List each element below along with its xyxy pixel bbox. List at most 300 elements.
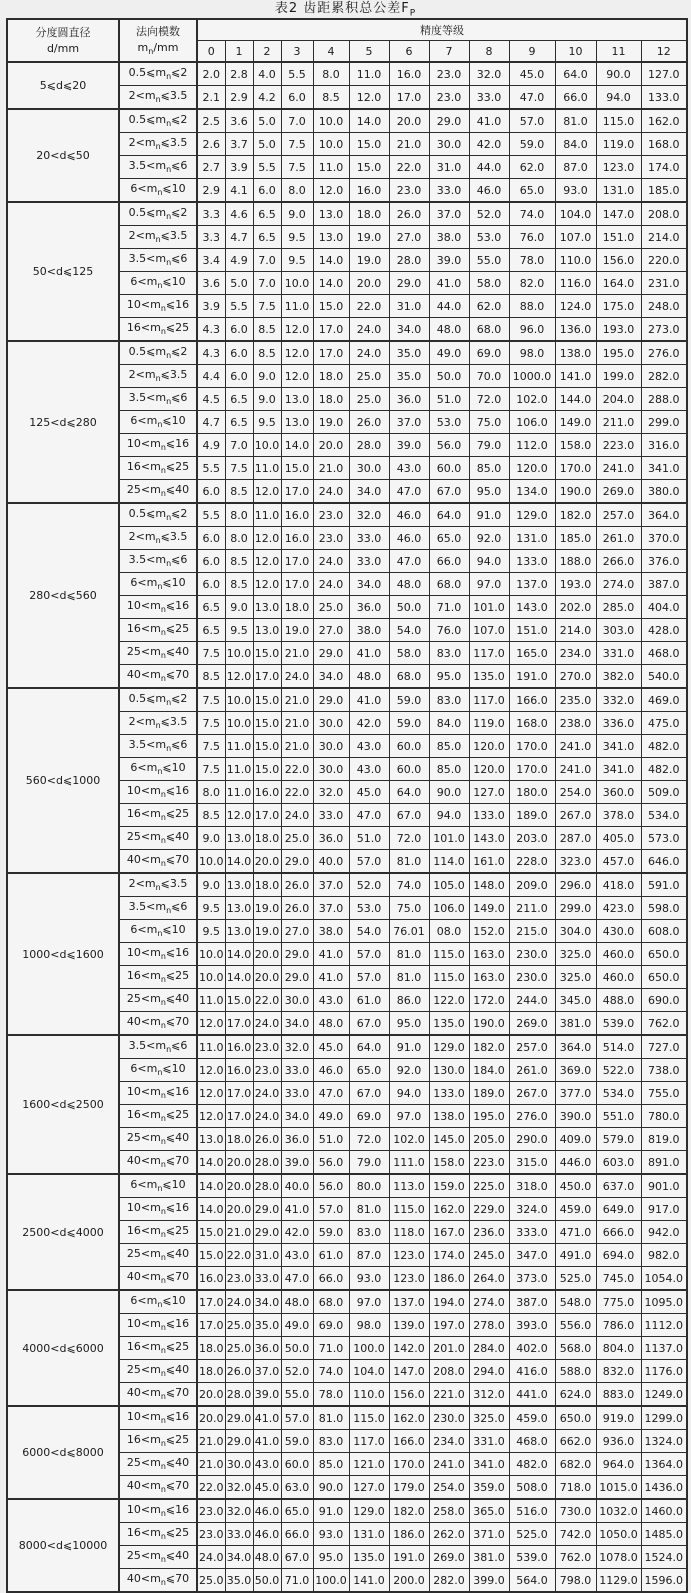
value-cell: 147.0 — [389, 1360, 429, 1383]
value-cell: 46.0 — [253, 1523, 281, 1546]
value-cell: 1137.0 — [641, 1337, 687, 1360]
module-range-subscript: n — [160, 1021, 166, 1031]
value-cell: 69.0 — [313, 1314, 349, 1337]
module-range-cell — [119, 804, 197, 827]
value-cell: 57.0 — [281, 1406, 313, 1430]
value-cell: 205.0 — [469, 1128, 509, 1151]
table-row — [7, 1499, 687, 1523]
table-row — [7, 1290, 687, 1314]
value-cell: 245.0 — [469, 1244, 509, 1267]
value-cell: 588.0 — [555, 1360, 596, 1383]
value-cell: 191.0 — [389, 1546, 429, 1569]
value-cell: 123.0 — [389, 1267, 429, 1291]
value-cell: 186.0 — [389, 1523, 429, 1546]
diameter-range-cell: 50<d⩽125 — [7, 202, 119, 341]
diameter-range-cell: 560<d⩽1000 — [7, 688, 119, 873]
value-cell: 34.0 — [281, 1012, 313, 1036]
value-cell: 10.0 — [225, 642, 253, 665]
module-range-pre: 2<m — [128, 229, 156, 243]
value-cell: 8.5 — [225, 480, 253, 504]
value-cell: 42.0 — [349, 712, 389, 735]
value-cell: 25.0 — [281, 827, 313, 850]
value-cell: 133.0 — [469, 804, 509, 827]
value-cell: 40.0 — [281, 1174, 313, 1198]
value-cell: 110.0 — [555, 249, 596, 272]
module-range-cell — [119, 665, 197, 689]
value-cell: 107.0 — [555, 226, 596, 249]
value-cell: 284.0 — [469, 1337, 509, 1360]
module-range-pre: 40<m — [126, 1154, 161, 1168]
value-cell: 79.0 — [469, 434, 509, 457]
value-cell: 38.0 — [429, 226, 469, 249]
value-cell: 36.0 — [313, 827, 349, 850]
value-cell: 46.0 — [313, 1059, 349, 1082]
value-cell: 102.0 — [509, 388, 555, 411]
value-cell: 32.0 — [469, 62, 509, 86]
module-range-pre: 3.5<m — [128, 252, 167, 266]
value-cell: 55.0 — [469, 249, 509, 272]
value-cell: 402.0 — [509, 1337, 555, 1360]
value-cell: 18.0 — [197, 1360, 225, 1383]
value-cell: 316.0 — [641, 434, 687, 457]
module-range-pre: 3.5<m — [128, 159, 167, 173]
value-cell: 204.0 — [596, 388, 641, 411]
module-range-subscript: n — [160, 605, 166, 615]
value-cell: 29.0 — [225, 1406, 253, 1430]
value-cell: 745.0 — [596, 1267, 641, 1291]
value-cell: 175.0 — [596, 295, 641, 318]
value-cell: 221.0 — [429, 1383, 469, 1407]
value-cell: 17.0 — [225, 1105, 253, 1128]
module-range-pre: 6<m — [130, 576, 158, 590]
value-cell: 19.0 — [281, 619, 313, 642]
module-range-pre: 40<m — [126, 1386, 161, 1400]
value-cell: 79.0 — [349, 1151, 389, 1175]
value-cell: 261.0 — [509, 1059, 555, 1082]
module-range-subscript: n — [160, 466, 166, 476]
module-range-subscript: n — [157, 582, 163, 592]
value-cell: 165.0 — [509, 642, 555, 665]
value-cell: 10.0 — [313, 133, 349, 156]
value-cell: 9.0 — [197, 873, 225, 897]
grade-col-header: 8 — [469, 41, 509, 63]
value-cell: 225.0 — [469, 1174, 509, 1198]
value-cell: 428.0 — [641, 619, 687, 642]
value-cell: 7.0 — [225, 434, 253, 457]
module-range-subscript: n — [160, 1114, 166, 1124]
module-range-subscript: n — [157, 1184, 163, 1194]
value-cell: 131.0 — [509, 527, 555, 550]
module-range-post: ⩽25 — [165, 807, 190, 821]
value-cell: 755.0 — [641, 1082, 687, 1105]
value-cell: 33.0 — [349, 527, 389, 550]
value-cell: 12.0 — [253, 573, 281, 596]
module-range-post: ⩽40 — [165, 645, 190, 659]
value-cell: 381.0 — [469, 1546, 509, 1569]
module-range-cell — [119, 1198, 197, 1221]
module-range-cell — [119, 781, 197, 804]
value-cell: 101.0 — [469, 596, 509, 619]
value-cell: 4.3 — [197, 318, 225, 342]
value-cell: 144.0 — [555, 388, 596, 411]
value-cell: 76.01 — [389, 920, 429, 943]
value-cell: 141.0 — [349, 1569, 389, 1593]
module-range-subscript: n — [160, 1207, 166, 1217]
module-range-pre: 6<m — [130, 1294, 158, 1308]
value-cell: 59.0 — [389, 688, 429, 712]
module-range-pre: 6<m — [130, 275, 158, 289]
value-cell: 17.0 — [253, 665, 281, 689]
value-cell: 369.0 — [555, 1059, 596, 1082]
value-cell: 17.0 — [225, 1082, 253, 1105]
value-cell: 30.0 — [281, 989, 313, 1012]
value-cell: 122.0 — [429, 989, 469, 1012]
value-cell: 71.0 — [429, 596, 469, 619]
value-cell: 29.0 — [253, 1221, 281, 1244]
value-cell: 13.0 — [253, 619, 281, 642]
value-cell: 29.0 — [281, 966, 313, 989]
value-cell: 168.0 — [509, 712, 555, 735]
value-cell: 23.0 — [429, 62, 469, 86]
module-range-pre: 10<m — [126, 298, 161, 312]
value-cell: 214.0 — [641, 226, 687, 249]
grade-col-header: 10 — [555, 41, 596, 63]
value-cell: 40.0 — [313, 850, 349, 874]
value-cell: 603.0 — [596, 1151, 641, 1175]
value-cell: 39.0 — [389, 434, 429, 457]
module-range-pre: 0.5⩽m — [128, 345, 167, 359]
value-cell: 20.0 — [225, 1174, 253, 1198]
module-range-subscript: n — [155, 374, 161, 384]
value-cell: 539.0 — [509, 1546, 555, 1569]
value-cell: 52.0 — [469, 202, 509, 226]
value-cell: 270.0 — [555, 665, 596, 689]
module-range-cell — [119, 503, 197, 527]
value-cell: 469.0 — [641, 688, 687, 712]
module-range-pre: 10<m — [126, 1201, 161, 1215]
value-cell: 11.0 — [197, 989, 225, 1012]
module-range-cell — [119, 873, 197, 897]
value-cell: 124.0 — [555, 295, 596, 318]
value-cell: 200.0 — [389, 1569, 429, 1593]
value-cell: 17.0 — [197, 1290, 225, 1314]
value-cell: 1112.0 — [641, 1314, 687, 1337]
value-cell: 333.0 — [509, 1221, 555, 1244]
value-cell: 29.0 — [281, 850, 313, 874]
module-range-cell — [119, 989, 197, 1012]
value-cell: 564.0 — [509, 1569, 555, 1593]
value-cell: 234.0 — [555, 642, 596, 665]
value-cell: 17.0 — [313, 318, 349, 342]
value-cell: 278.0 — [469, 1314, 509, 1337]
value-cell: 9.0 — [225, 596, 253, 619]
value-cell: 8.5 — [313, 86, 349, 110]
value-cell: 18.0 — [225, 1128, 253, 1151]
value-cell: 84.0 — [429, 712, 469, 735]
module-range-pre: 0.5⩽m — [128, 507, 167, 521]
value-cell: 14.0 — [313, 272, 349, 295]
module-range-subscript: n — [157, 281, 163, 291]
value-cell: 475.0 — [641, 712, 687, 735]
value-cell: 261.0 — [596, 527, 641, 550]
module-range-subscript: n — [155, 883, 161, 893]
value-cell: 31.0 — [429, 156, 469, 179]
value-cell: 387.0 — [641, 573, 687, 596]
value-cell: 25.0 — [349, 365, 389, 388]
value-cell: 24.0 — [313, 550, 349, 573]
value-cell: 133.0 — [641, 86, 687, 110]
module-range-subscript: n — [160, 1160, 166, 1170]
value-cell: 8.5 — [197, 804, 225, 827]
value-cell: 2.8 — [225, 62, 253, 86]
module-range-subscript: n — [166, 397, 172, 407]
value-cell: 2.1 — [197, 86, 225, 110]
module-range-cell — [119, 827, 197, 850]
value-cell: 393.0 — [509, 1314, 555, 1337]
value-cell: 7.5 — [253, 295, 281, 318]
value-cell: 416.0 — [509, 1360, 555, 1383]
value-cell: 551.0 — [596, 1105, 641, 1128]
value-cell: 66.0 — [555, 86, 596, 110]
module-range-cell — [119, 272, 197, 295]
value-cell: 446.0 — [555, 1151, 596, 1175]
value-cell: 399.0 — [469, 1569, 509, 1593]
grade-col-header: 0 — [197, 41, 225, 63]
value-cell: 405.0 — [596, 827, 641, 850]
module-range-pre: 16<m — [126, 969, 161, 983]
value-cell: 163.0 — [469, 943, 509, 966]
grade-col-header: 4 — [313, 41, 349, 63]
value-cell: 1078.0 — [596, 1546, 641, 1569]
module-range-post: ⩽6 — [171, 252, 188, 266]
value-cell: 230.0 — [429, 1406, 469, 1430]
value-cell: 14.0 — [313, 249, 349, 272]
module-range-cell — [119, 156, 197, 179]
value-cell: 100.0 — [349, 1337, 389, 1360]
value-cell: 190.0 — [469, 1012, 509, 1036]
value-cell: 347.0 — [509, 1244, 555, 1267]
value-cell: 365.0 — [469, 1499, 509, 1523]
value-cell: 7.5 — [281, 133, 313, 156]
value-cell: 468.0 — [509, 1430, 555, 1453]
value-cell: 276.0 — [641, 341, 687, 365]
value-cell: 97.0 — [469, 573, 509, 596]
value-cell: 60.0 — [389, 735, 429, 758]
value-cell: 13.0 — [281, 388, 313, 411]
value-cell: 94.0 — [469, 550, 509, 573]
module-range-pre: 16<m — [126, 1108, 161, 1122]
module-range-post: ⩽6 — [171, 738, 188, 752]
value-cell: 121.0 — [349, 1453, 389, 1476]
value-cell: 9.5 — [197, 920, 225, 943]
value-cell: 211.0 — [509, 897, 555, 920]
value-cell: 8.5 — [197, 665, 225, 689]
value-cell: 48.0 — [253, 1546, 281, 1569]
value-cell: 568.0 — [555, 1337, 596, 1360]
value-cell: 65.0 — [509, 179, 555, 203]
value-cell: 56.0 — [313, 1174, 349, 1198]
value-cell: 650.0 — [555, 1406, 596, 1430]
value-cell: 36.0 — [349, 596, 389, 619]
value-cell: 75.0 — [469, 411, 509, 434]
module-range-cell — [119, 920, 197, 943]
module-range-post: ⩽70 — [165, 853, 190, 867]
value-cell: 20.0 — [253, 943, 281, 966]
value-cell: 24.0 — [349, 341, 389, 365]
value-cell: 34.0 — [253, 1290, 281, 1314]
value-cell: 55.0 — [281, 1383, 313, 1407]
module-range-subscript: n — [160, 1369, 166, 1379]
value-cell: 45.0 — [253, 1476, 281, 1500]
value-cell: 598.0 — [641, 897, 687, 920]
value-cell: 254.0 — [555, 781, 596, 804]
value-cell: 20.0 — [349, 272, 389, 295]
module-range-post: ⩽3.5 — [160, 877, 188, 891]
value-cell: 115.0 — [349, 1406, 389, 1430]
module-range-cell — [119, 850, 197, 874]
value-cell: 11.0 — [225, 758, 253, 781]
module-range-pre: 3.5<m — [128, 391, 167, 405]
value-cell: 15.0 — [253, 735, 281, 758]
value-cell: 41.0 — [253, 1406, 281, 1430]
value-cell: 41.0 — [313, 966, 349, 989]
value-cell: 26.0 — [389, 202, 429, 226]
value-cell: 63.0 — [281, 1476, 313, 1500]
value-cell: 267.0 — [555, 804, 596, 827]
module-range-cell — [119, 943, 197, 966]
diameter-range-cell: 280<d⩽560 — [7, 503, 119, 688]
value-cell: 30.0 — [225, 1453, 253, 1476]
module-range-subscript: n — [160, 975, 166, 985]
module-range-pre: 10<m — [126, 1503, 161, 1517]
value-cell: 69.0 — [349, 1105, 389, 1128]
value-cell: 64.0 — [429, 503, 469, 527]
value-cell: 51.0 — [429, 388, 469, 411]
value-cell: 241.0 — [555, 758, 596, 781]
value-cell: 85.0 — [429, 735, 469, 758]
value-cell: 20.0 — [197, 1406, 225, 1430]
value-cell: 24.0 — [313, 573, 349, 596]
value-cell: 65.0 — [349, 1059, 389, 1082]
value-cell: 143.0 — [509, 596, 555, 619]
value-cell: 21.0 — [389, 133, 429, 156]
value-cell: 11.0 — [313, 156, 349, 179]
module-range-subscript: n — [157, 929, 163, 939]
value-cell: 118.0 — [389, 1221, 429, 1244]
value-cell: 112.0 — [509, 434, 555, 457]
value-cell: 23.0 — [197, 1499, 225, 1523]
value-cell: 234.0 — [429, 1430, 469, 1453]
value-cell: 7.0 — [253, 249, 281, 272]
value-cell: 14.0 — [197, 1174, 225, 1198]
module-range-post: ⩽6 — [171, 553, 188, 567]
value-cell: 32.0 — [225, 1499, 253, 1523]
module-range-cell — [119, 457, 197, 480]
module-range-cell — [119, 341, 197, 365]
value-cell: 20.0 — [389, 109, 429, 133]
value-cell: 142.0 — [389, 1337, 429, 1360]
value-cell: 4.0 — [253, 62, 281, 86]
module-range-post: ⩽25 — [165, 1340, 190, 1354]
value-cell: 525.0 — [555, 1267, 596, 1291]
value-cell: 3.7 — [225, 133, 253, 156]
value-cell: 94.0 — [389, 1082, 429, 1105]
value-cell: 325.0 — [555, 943, 596, 966]
value-cell: 20.0 — [225, 1151, 253, 1175]
value-cell: 130.0 — [429, 1059, 469, 1082]
module-range-post: ⩽10 — [162, 275, 186, 289]
value-cell: 4.6 — [225, 202, 253, 226]
value-cell: 376.0 — [641, 550, 687, 573]
table-row — [7, 1174, 687, 1198]
value-cell: 8.5 — [225, 573, 253, 596]
value-cell: 6.5 — [197, 619, 225, 642]
value-cell: 214.0 — [555, 619, 596, 642]
value-cell: 98.0 — [509, 341, 555, 365]
value-cell: 548.0 — [555, 1290, 596, 1314]
module-range-post: ⩽16 — [165, 437, 190, 451]
value-cell: 158.0 — [429, 1151, 469, 1175]
value-cell: 43.0 — [281, 1244, 313, 1267]
module-range-cell — [119, 1406, 197, 1430]
value-cell: 371.0 — [469, 1523, 509, 1546]
title-text: 表2 齿距累积总公差F — [274, 1, 410, 16]
value-cell: 2.7 — [197, 156, 225, 179]
value-cell: 56.0 — [313, 1151, 349, 1175]
value-cell: 7.5 — [197, 642, 225, 665]
value-cell: 33.0 — [225, 1523, 253, 1546]
value-cell: 41.0 — [253, 1430, 281, 1453]
value-cell: 17.0 — [389, 86, 429, 110]
tolerance-table — [6, 18, 688, 1593]
value-cell: 37.0 — [389, 411, 429, 434]
value-cell: 115.0 — [389, 1198, 429, 1221]
module-range-pre: 0.5⩽m — [128, 113, 167, 127]
value-cell: 35.0 — [389, 341, 429, 365]
module-range-post: ⩽16 — [165, 1317, 190, 1331]
value-cell: 29.0 — [225, 1430, 253, 1453]
module-range-pre: 16<m — [126, 622, 161, 636]
value-cell: 71.0 — [313, 1337, 349, 1360]
value-cell: 883.0 — [596, 1383, 641, 1407]
value-cell: 244.0 — [509, 989, 555, 1012]
module-range-cell — [119, 1360, 197, 1383]
value-cell: 137.0 — [509, 573, 555, 596]
value-cell: 694.0 — [596, 1244, 641, 1267]
module-range-subscript: n — [160, 1230, 166, 1240]
value-cell: 1364.0 — [641, 1453, 687, 1476]
value-cell: 100.0 — [313, 1569, 349, 1593]
value-cell: 15.0 — [253, 758, 281, 781]
value-cell: 58.0 — [469, 272, 509, 295]
module-range-subscript: n — [157, 1068, 163, 1078]
module-range-post: ⩽16 — [165, 1410, 190, 1424]
module-range-post: ⩽6 — [171, 900, 188, 914]
value-cell: 21.0 — [313, 457, 349, 480]
value-cell: 235.0 — [555, 688, 596, 712]
value-cell: 23.0 — [389, 179, 429, 203]
value-cell: 57.0 — [349, 850, 389, 874]
value-cell: 189.0 — [469, 1082, 509, 1105]
module-range-cell — [119, 966, 197, 989]
value-cell: 97.0 — [349, 1290, 389, 1314]
value-cell: 6.5 — [253, 202, 281, 226]
value-cell: 57.0 — [349, 943, 389, 966]
value-cell: 1436.0 — [641, 1476, 687, 1500]
value-cell: 170.0 — [509, 735, 555, 758]
value-cell: 33.0 — [349, 550, 389, 573]
value-cell: 59.0 — [509, 133, 555, 156]
